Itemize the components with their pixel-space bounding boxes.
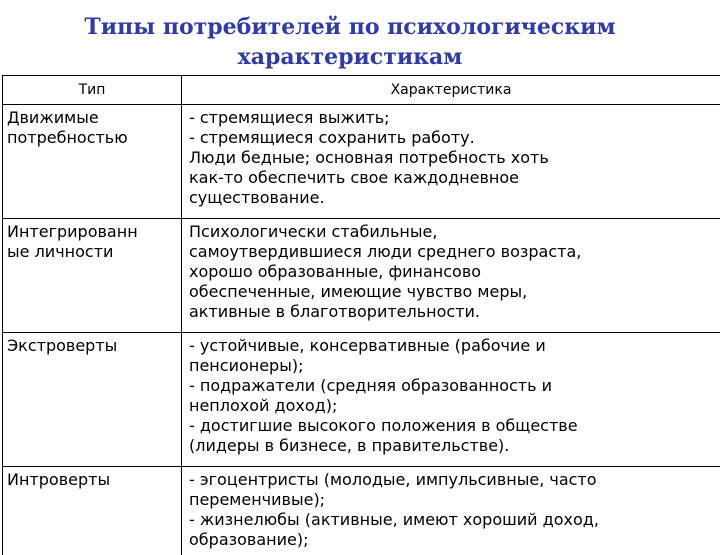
slide-title-line-1: Типы потребителей по психологическим [0,12,700,42]
characteristic-text-line: (лидеры в бизнесе, в правительстве). [189,436,716,456]
type-cell [3,333,182,467]
characteristic-text-line: обеспеченные, имеющие чувство меры, [189,282,716,302]
characteristic-text-line: пенсионеры); [189,356,716,376]
type-cell [3,219,182,333]
characteristic-cell [182,219,720,333]
characteristic-text-line: хорошо образованные, финансово [189,262,716,282]
type-text-line: Движимые [7,108,177,128]
type-text-line: Интроверты [7,470,177,490]
characteristic-text-line: Люди бедные; основная потребность хоть [189,148,716,168]
header-characteristic: Характеристика [182,76,720,105]
characteristic-text-line: - жизнелюбы (активные, имеют хороший доход, [189,510,716,530]
characteristic-text-line: - подражатели (средняя образованность и [189,376,716,396]
characteristic-text-line: Психологически стабильные, [189,222,716,242]
type-cell [3,105,182,219]
characteristic-text-line: - устойчивые, консервативные (рабочие и [189,336,716,356]
type-cell [3,467,182,555]
characteristic-text-line: как-то обеспечить свое каждодневное [189,168,716,188]
type-text-line: ые личности [7,242,177,262]
slide-title [0,12,700,72]
type-text-line: Экстроверты [7,336,177,356]
type-text-line: потребностью [7,128,177,148]
characteristic-text-line: переменчивые); [189,490,716,510]
table-header-row [3,76,720,105]
table-row [3,219,720,333]
characteristic-text-line: самоутвердившиеся люди среднего возраста, [189,242,716,262]
table-row [3,333,720,467]
slide-title-line-2: характеристикам [0,42,700,72]
characteristic-text-line: - достигшие высокого положения в обществе [189,416,716,436]
consumer-types-table-container [2,75,720,555]
type-text-line: Интегрированн [7,222,177,242]
characteristic-text-line: образование); [189,530,716,550]
characteristic-text-line: - стремящиеся выжить; [189,108,716,128]
characteristic-text-line: - эгоцентристы (молодые, импульсивные, часто [189,470,716,490]
consumer-types-table [2,75,720,555]
characteristic-text-line: - стремящиеся сохранить работу. [189,128,716,148]
table-row [3,105,720,219]
characteristic-text-line: неплохой доход); [189,396,716,416]
characteristic-cell [182,333,720,467]
characteristic-cell [182,467,720,555]
characteristic-cell [182,105,720,219]
characteristic-text-line: активные в благотворительности. [189,302,716,322]
header-type: Тип [3,76,182,105]
characteristic-text-line: существование. [189,188,716,208]
table-row [3,467,720,555]
